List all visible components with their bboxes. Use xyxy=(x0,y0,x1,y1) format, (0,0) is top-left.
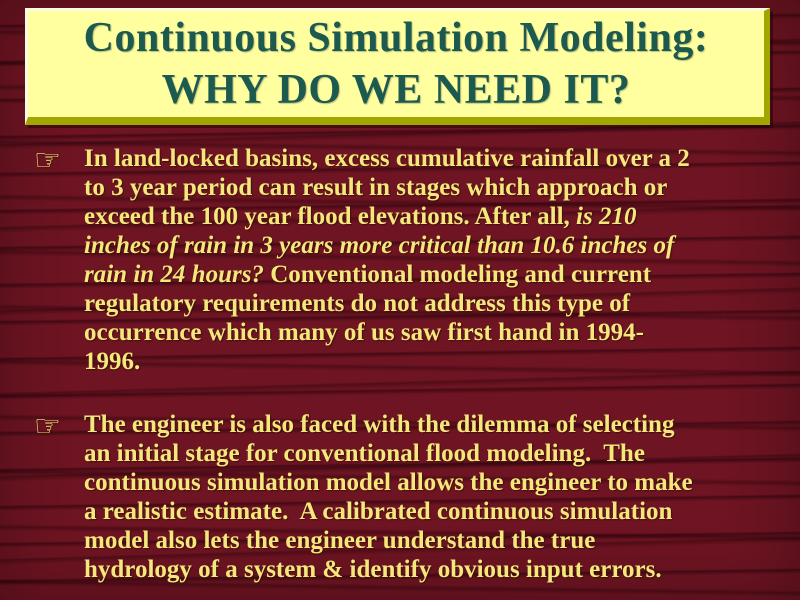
text-line: rain in 24 hours? Conventional modeling and current xyxy=(84,261,652,288)
text-line: 1996. xyxy=(84,348,141,375)
pointing-hand-icon: ☞ xyxy=(34,409,61,444)
text-line: exceed the 100 year flood elevations. After all, is 210 xyxy=(84,203,637,230)
text-line: to 3 year period can result in stages which approach or xyxy=(84,174,668,201)
slide-title-line-2: WHY DO WE NEED IT? xyxy=(161,67,631,113)
text-line: model also lets the engineer understand the true xyxy=(84,527,596,554)
text-line: hydrology of a system & identify obvious input errors. xyxy=(84,556,662,583)
title-box xyxy=(25,8,770,125)
bullet-paragraph-1 xyxy=(84,144,790,376)
text-line: The engineer is also faced with the dilemma of selecting xyxy=(84,411,675,438)
bullet-paragraph-2 xyxy=(84,410,790,584)
text-line: an initial stage for conventional flood modeling. The xyxy=(84,440,645,467)
pointing-hand-icon: ☞ xyxy=(34,143,61,178)
text-line: continuous simulation model allows the engineer to make xyxy=(84,469,693,496)
slide-title-line-1: Continuous Simulation Modeling: xyxy=(83,15,709,61)
text-line: In land-locked basins, excess cumulative rainfall over a 2 xyxy=(84,145,690,172)
text-line: inches of rain in 3 years more critical than 10.6 inches of xyxy=(84,232,675,259)
text-line: regulatory requirements do not address this type of xyxy=(84,290,631,317)
text-line: occurrence which many of us saw first hand in 1994- xyxy=(84,319,644,346)
text-line: a realistic estimate. A calibrated continuous simulation xyxy=(84,498,673,525)
